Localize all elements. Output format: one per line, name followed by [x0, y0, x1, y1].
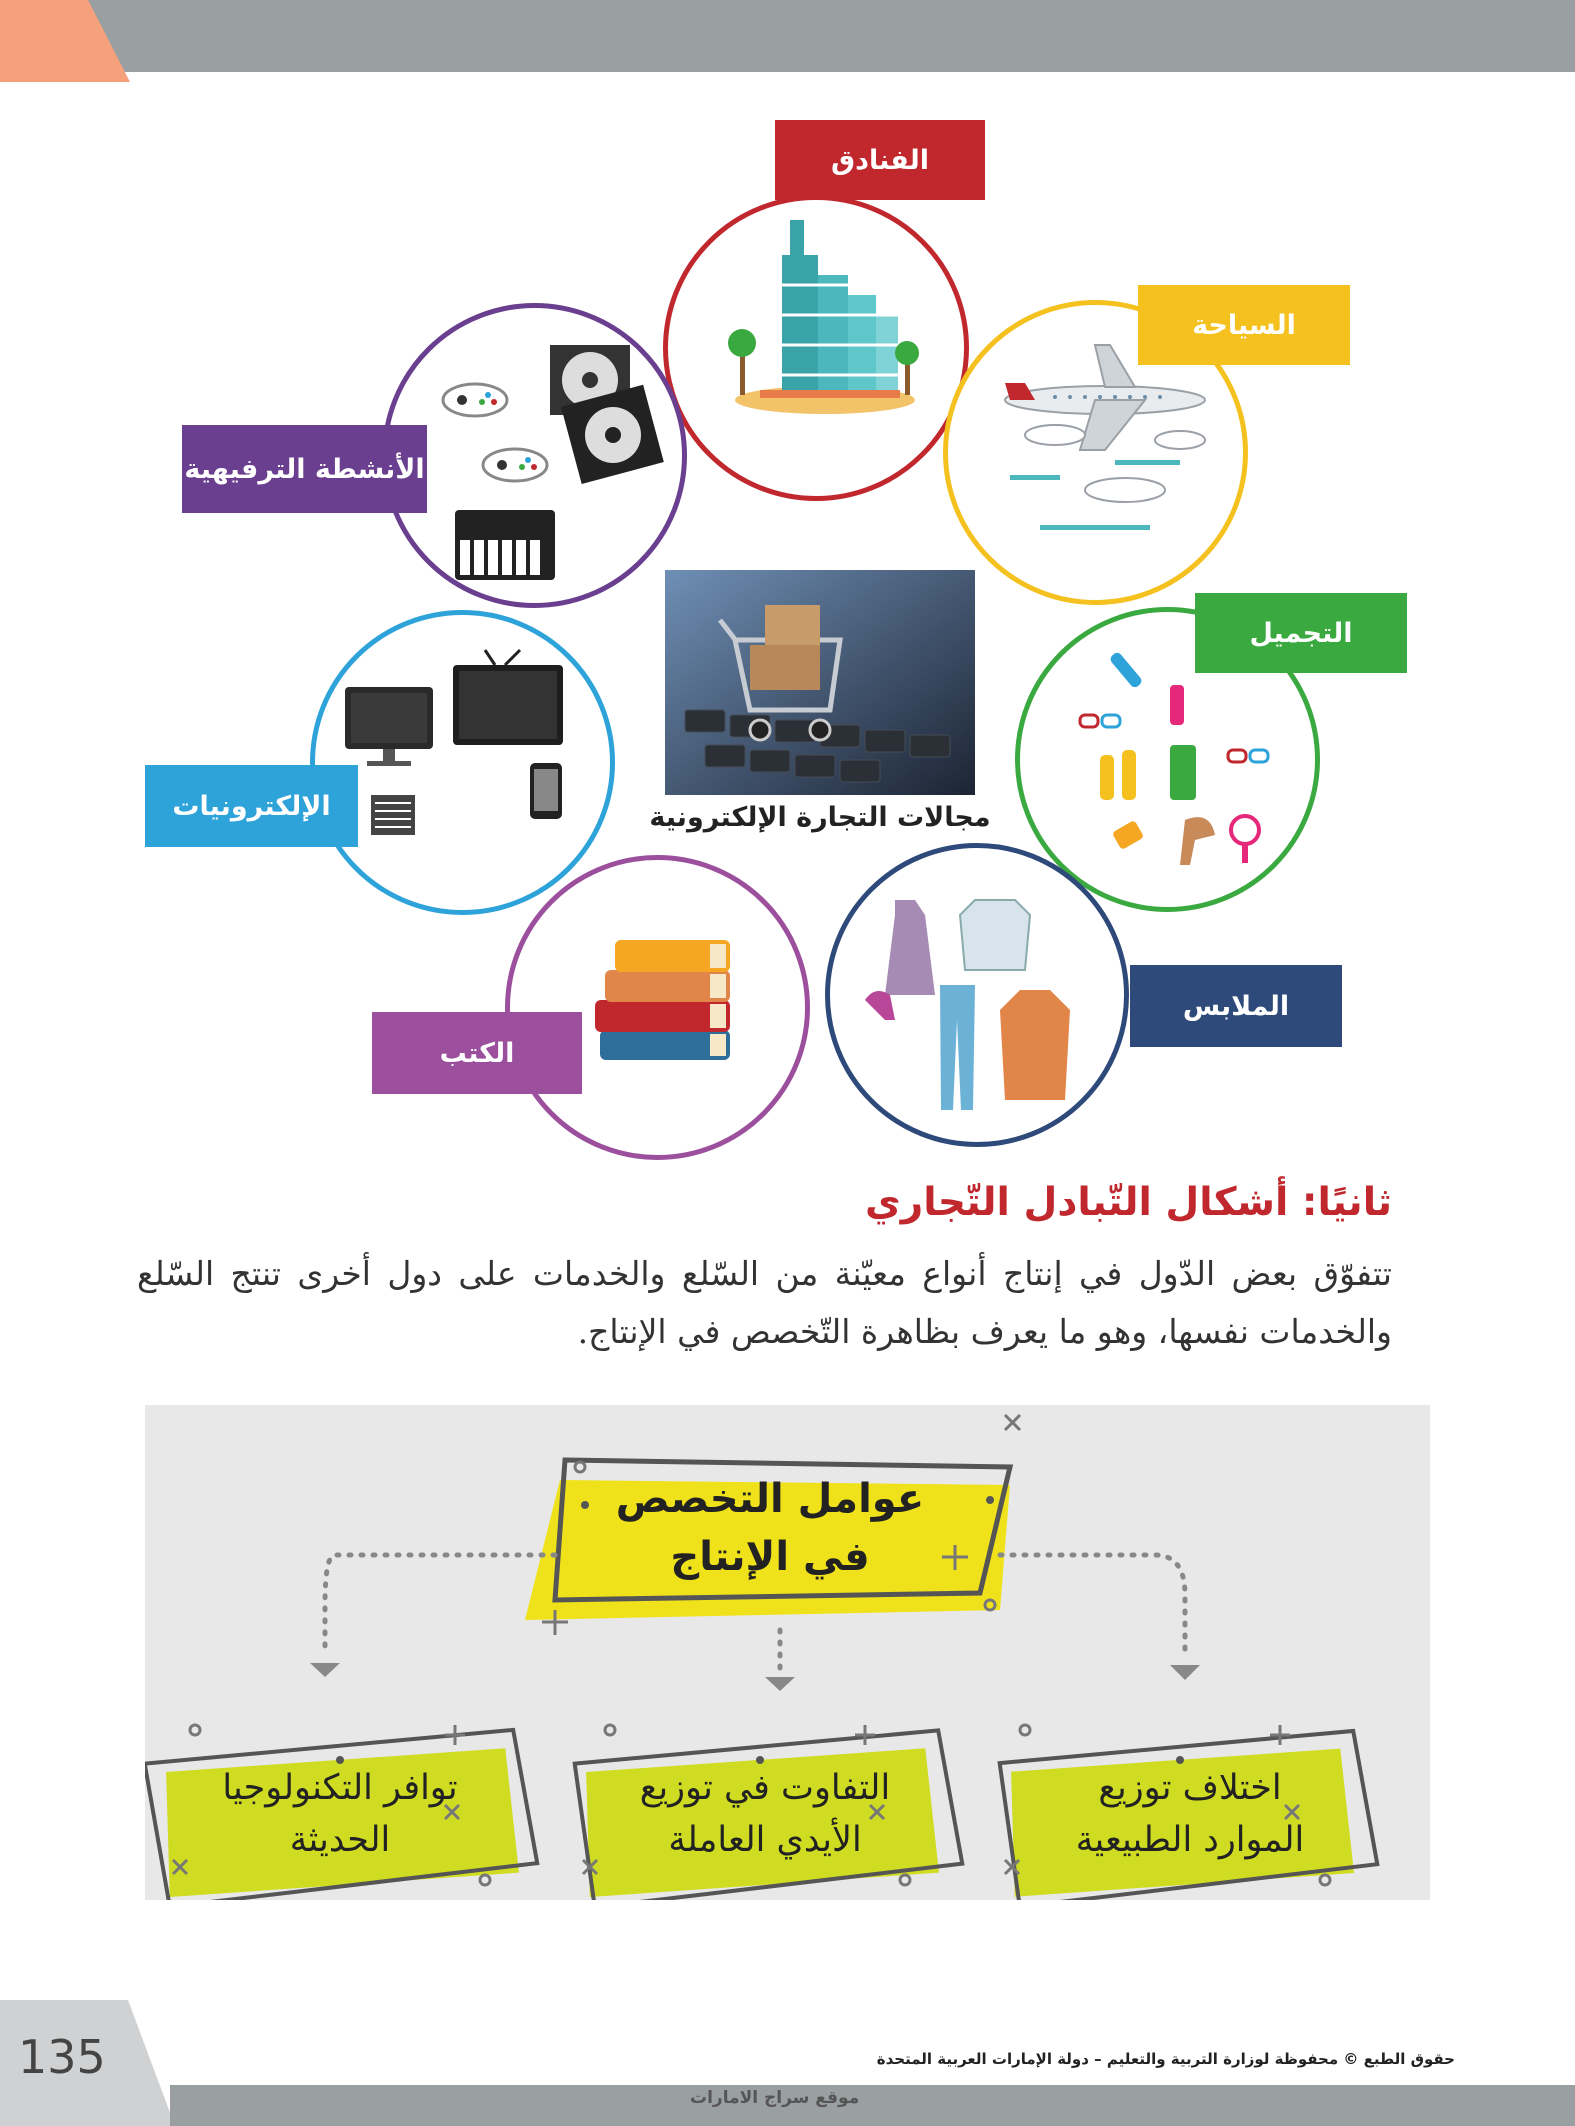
factor-line: الحديثة: [289, 1820, 391, 1860]
bottom-bar: [170, 2085, 1575, 2126]
shopping-cart-keyboard-icon: [665, 570, 975, 795]
label-electronics: الإلكترونيات: [145, 765, 358, 847]
label-tourism: السياحة: [1138, 285, 1350, 365]
copyright-text: حقوق الطبع © محفوظة لوزارة التربية والتعليم – دولة الإمارات العربية المتحدة: [876, 2050, 1455, 2068]
label-clothes: الملابس: [1130, 965, 1342, 1047]
factor-line: اختلاف توزيع: [1098, 1768, 1282, 1808]
center-caption: مجالات التجارة الإلكترونية: [649, 802, 991, 833]
factor-line: التفاوت في توزيع: [639, 1768, 891, 1808]
diagram-title-line2: في الإنتاج: [670, 1534, 870, 1580]
label-books: الكتب: [372, 1012, 582, 1094]
footer-site-name: موقع سراج الامارات: [690, 2088, 860, 2108]
airplane-icon: [995, 335, 1225, 545]
factor-line: توافر التكنولوجيا: [222, 1768, 458, 1808]
label-cosmetics: التجميل: [1195, 593, 1407, 673]
top-bar: [0, 0, 1575, 72]
factor-line: الموارد الطبيعية: [1075, 1820, 1305, 1860]
hotel-building-icon: [720, 205, 930, 420]
factor-line: الأيدي العاملة: [668, 1820, 862, 1860]
section-paragraph: تتفوّق بعض الدّول في إنتاج أنواع معيّنة من السّلع والخدمات على دول أخرى تنتج السّلع والخدمات نفسها، وهو ما يعرف بظاهرة التّخصص في الإنتاج.: [137, 1254, 1392, 1351]
factor-modern-technology: [165, 1762, 515, 1866]
factor-labor-distribution: [590, 1762, 940, 1866]
section-heading: ثانيًا: أشكال التّبادل التّجاري: [865, 1180, 1392, 1225]
cosmetics-icon: [1070, 645, 1280, 885]
diagram-title: [560, 1470, 980, 1586]
label-hotels: الفنادق: [775, 120, 985, 200]
game-controller-icon: [430, 340, 670, 590]
page-number: 135: [18, 2030, 106, 2084]
electronics-icon: [335, 645, 585, 865]
label-entertainment: الأنشطة الترفيهية: [182, 425, 427, 513]
books-icon: [580, 930, 750, 1080]
clothes-icon: [845, 890, 1115, 1110]
diagram-title-line1: عوامل التخصص: [615, 1476, 925, 1522]
factor-natural-resources: [1020, 1762, 1360, 1866]
